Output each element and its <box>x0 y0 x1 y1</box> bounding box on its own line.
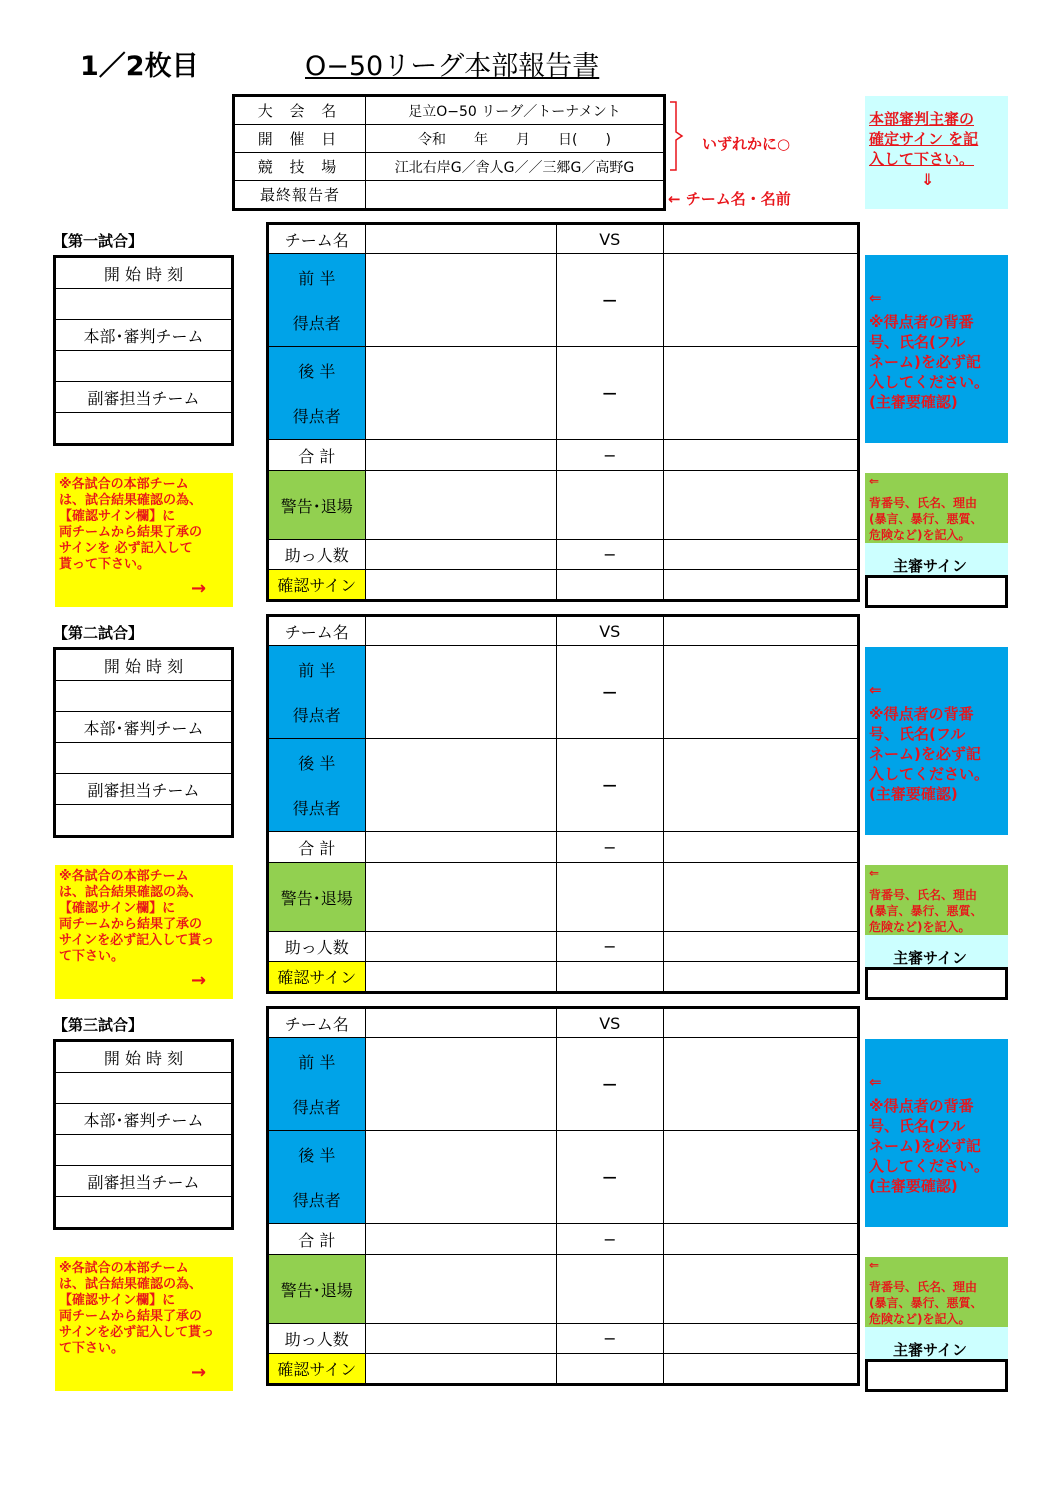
team-b-confirm-sign[interactable] <box>664 570 859 601</box>
note-line: 両チームから結果了承の <box>59 1309 203 1324</box>
note-line: サインを 必ず記入して <box>59 541 193 556</box>
note-line: 【確認サイン欄】に <box>59 1293 176 1308</box>
team-a-warnings[interactable] <box>365 863 556 932</box>
note-line: て下さい。 <box>59 949 125 964</box>
sub-ref-field[interactable] <box>55 805 233 837</box>
total-score[interactable]: − <box>556 1224 664 1255</box>
sign-note-line: 入して下さい。 <box>869 150 975 168</box>
team-a-name-field[interactable] <box>365 1008 556 1038</box>
note-line: て下さい。 <box>59 1341 125 1356</box>
team-b-second-half-scorers[interactable] <box>664 347 859 440</box>
note-line: は、試合結果確認の為、 <box>59 885 203 900</box>
referee-sign-label: 主審サイン <box>893 949 967 967</box>
hq-ref-label: 本部･審判チーム <box>55 320 233 351</box>
team-b-first-half-scorers[interactable] <box>664 646 859 739</box>
vs-label: VS <box>556 1008 664 1038</box>
left-arrow-icon: ⇐ <box>869 681 882 699</box>
match-block <box>0 222 1058 612</box>
event-date-label: 開 催 日 <box>234 125 366 153</box>
hq-ref-label: 本部･審判チーム <box>55 712 233 743</box>
reporter-note: ← チーム名・名前 <box>668 190 791 208</box>
helpers-count[interactable]: − <box>556 540 664 570</box>
team-name-label: チーム名 <box>268 616 366 646</box>
note-line: 背番号、氏名、理由 <box>869 1280 978 1294</box>
card-note <box>865 1257 1008 1327</box>
left-arrow-icon: ⇐ <box>869 866 880 880</box>
team-a-confirm-sign[interactable] <box>365 962 556 993</box>
team-a-helpers[interactable] <box>365 1324 556 1354</box>
venue-label: 競 技 場 <box>234 153 366 181</box>
note-line: 号、氏名(フル <box>869 1117 966 1135</box>
team-b-warnings[interactable] <box>664 863 859 932</box>
vs-label: VS <box>556 224 664 254</box>
note-line: 危険など)を記入。 <box>869 1312 971 1326</box>
note-line: サインを必ず記入して貰っ <box>59 1325 215 1340</box>
scorer-note <box>865 1039 1008 1227</box>
note-line: 貰って下さい。 <box>59 557 151 572</box>
event-info-table <box>232 94 666 211</box>
helpers-label: 助っ人数 <box>268 540 366 570</box>
team-b-helpers[interactable] <box>664 932 859 962</box>
note-line: ネーム)を必ず記 <box>869 745 981 763</box>
team-a-first-half-scorers[interactable] <box>365 646 556 739</box>
team-a-warnings[interactable] <box>365 471 556 540</box>
team-a-second-half-scorers[interactable] <box>365 347 556 440</box>
referee-sign-label-box <box>865 543 1008 575</box>
note-line: (主審要確認) <box>869 785 958 803</box>
match-title: 【第三試合】 <box>53 1016 144 1034</box>
warning-label: 警告･退場 <box>268 1255 366 1324</box>
sub-ref-field[interactable] <box>55 413 233 445</box>
warning-middle <box>556 863 664 932</box>
sign-note-line: 本部審判主審の <box>869 110 975 128</box>
right-arrow-icon: → <box>191 578 207 599</box>
start-time-field[interactable] <box>55 1073 233 1104</box>
second-half-label <box>268 739 366 832</box>
scorer-note <box>865 647 1008 835</box>
team-b-name-field[interactable] <box>664 1008 859 1038</box>
referee-sign-label-box <box>865 1327 1008 1359</box>
match-info-box <box>53 647 234 838</box>
confirm-label: 確認サイン <box>268 570 366 601</box>
second-half-text: 後 半 <box>298 1146 336 1165</box>
team-a-first-half-scorers[interactable] <box>365 254 556 347</box>
right-arrow-icon: → <box>191 1362 207 1383</box>
note-line: 号、氏名(フル <box>869 725 966 743</box>
team-a-total[interactable] <box>365 440 556 471</box>
sign-note-line: 確定サイン を記 <box>869 130 979 148</box>
note-line: 危険など)を記入。 <box>869 528 971 542</box>
confirm-middle <box>556 1354 664 1385</box>
scorer-text: 得点者 <box>292 314 341 333</box>
first-half-score[interactable]: − <box>556 646 664 739</box>
note-line: (暴言、暴行、悪質、 <box>869 512 983 526</box>
team-a-first-half-scorers[interactable] <box>365 1038 556 1131</box>
match-title: 【第二試合】 <box>53 624 144 642</box>
note-line: は、試合結果確認の為、 <box>59 493 203 508</box>
team-a-total[interactable] <box>365 832 556 863</box>
referee-sign-field[interactable] <box>865 1359 1008 1392</box>
note-line: 入してください。 <box>869 1157 990 1175</box>
hq-confirm-note <box>55 473 233 607</box>
total-score[interactable]: − <box>556 832 664 863</box>
match-title: 【第一試合】 <box>53 232 144 250</box>
left-arrow-icon: ⇐ <box>869 1258 880 1272</box>
start-time-field[interactable] <box>55 289 233 320</box>
team-b-helpers[interactable] <box>664 540 859 570</box>
team-a-second-half-scorers[interactable] <box>365 739 556 832</box>
note-line: ※得点者の背番 <box>869 705 974 723</box>
team-b-helpers[interactable] <box>664 1324 859 1354</box>
hq-ref-label: 本部･審判チーム <box>55 1104 233 1135</box>
note-line: 両チームから結果了承の <box>59 917 203 932</box>
note-line: 入してください。 <box>869 373 990 391</box>
note-line: 【確認サイン欄】に <box>59 901 176 916</box>
scorer-text: 得点者 <box>292 407 341 426</box>
card-note <box>865 473 1008 543</box>
note-line: (暴言、暴行、悪質、 <box>869 904 983 918</box>
helpers-count[interactable]: − <box>556 1324 664 1354</box>
second-half-score[interactable]: − <box>556 1131 664 1224</box>
hq-confirm-note <box>55 865 233 999</box>
match-info-box <box>53 255 234 446</box>
warning-label: 警告･退場 <box>268 863 366 932</box>
score-table <box>266 222 860 602</box>
hq-ref-field[interactable] <box>55 351 233 382</box>
second-half-text: 後 半 <box>298 754 336 773</box>
first-half-text: 前 半 <box>298 661 336 680</box>
left-arrow-icon: ⇐ <box>869 289 882 307</box>
event-name-label: 大 会 名 <box>234 96 366 125</box>
note-line: (主審要確認) <box>869 393 958 411</box>
note-line: ネーム)を必ず記 <box>869 353 981 371</box>
first-half-label <box>268 1038 366 1131</box>
note-line: 【確認サイン欄】に <box>59 509 176 524</box>
referee-sign-label: 主審サイン <box>893 557 967 575</box>
confirm-label: 確認サイン <box>268 962 366 993</box>
event-name-value[interactable]: 足立O−50 リーグ／トーナメント <box>366 96 665 125</box>
total-label: 合 計 <box>268 1224 366 1255</box>
sub-ref-label: 副審担当チーム <box>55 1166 233 1197</box>
referee-sign-label-box <box>865 935 1008 967</box>
total-label: 合 計 <box>268 832 366 863</box>
note-line: 両チームから結果了承の <box>59 525 203 540</box>
team-a-total[interactable] <box>365 1224 556 1255</box>
total-score[interactable]: − <box>556 440 664 471</box>
team-b-total[interactable] <box>664 440 859 471</box>
referee-sign-field[interactable] <box>865 575 1008 608</box>
confirm-middle <box>556 962 664 993</box>
team-b-first-half-scorers[interactable] <box>664 254 859 347</box>
scorer-text: 得点者 <box>292 1191 341 1210</box>
note-line: ※各試合の本部チーム <box>59 1261 189 1276</box>
note-line: ※各試合の本部チーム <box>59 869 189 884</box>
warning-middle <box>556 471 664 540</box>
second-half-label <box>268 347 366 440</box>
confirm-label: 確認サイン <box>268 1354 366 1385</box>
note-line: 背番号、氏名、理由 <box>869 496 978 510</box>
start-time-label: 開 始 時 刻 <box>55 257 233 289</box>
sub-ref-label: 副審担当チーム <box>55 774 233 805</box>
note-line: ネーム)を必ず記 <box>869 1137 981 1155</box>
team-b-second-half-scorers[interactable] <box>664 739 859 832</box>
scorer-note <box>865 255 1008 443</box>
reporter-label: 最終報告者 <box>234 181 366 210</box>
hq-ref-field[interactable] <box>55 743 233 774</box>
note-line: サインを必ず記入して貰っ <box>59 933 215 948</box>
first-half-text: 前 半 <box>298 269 336 288</box>
score-table <box>266 1006 860 1386</box>
first-half-label <box>268 254 366 347</box>
team-b-name-field[interactable] <box>664 616 859 646</box>
note-line: 危険など)を記入。 <box>869 920 971 934</box>
team-a-confirm-sign[interactable] <box>365 570 556 601</box>
scorer-text: 得点者 <box>292 1098 341 1117</box>
total-label: 合 計 <box>268 440 366 471</box>
team-b-confirm-sign[interactable] <box>664 962 859 993</box>
sign-note-box <box>865 96 1008 209</box>
scorer-text: 得点者 <box>292 706 341 725</box>
team-a-name-field[interactable] <box>365 224 556 254</box>
team-b-name-field[interactable] <box>664 224 859 254</box>
sheet-number: 1／2枚目 <box>80 51 199 82</box>
start-time-field[interactable] <box>55 681 233 712</box>
reporter-value[interactable] <box>366 181 665 210</box>
second-half-score[interactable]: − <box>556 347 664 440</box>
team-a-warnings[interactable] <box>365 1255 556 1324</box>
team-b-total[interactable] <box>664 832 859 863</box>
sub-ref-field[interactable] <box>55 1197 233 1229</box>
scorer-text: 得点者 <box>292 799 341 818</box>
note-line: 号、氏名(フル <box>869 333 966 351</box>
note-line: 背番号、氏名、理由 <box>869 888 978 902</box>
note-line: ※各試合の本部チーム <box>59 477 189 492</box>
referee-sign-label: 主審サイン <box>893 1341 967 1359</box>
note-line: ※得点者の背番 <box>869 313 974 331</box>
team-name-label: チーム名 <box>268 1008 366 1038</box>
left-arrow-icon: ⇐ <box>869 1073 882 1091</box>
confirm-middle <box>556 570 664 601</box>
note-line: 入してください。 <box>869 765 990 783</box>
card-note <box>865 865 1008 935</box>
note-line: は、試合結果確認の為、 <box>59 1277 203 1292</box>
left-arrow-icon: ⇐ <box>869 474 880 488</box>
team-b-second-half-scorers[interactable] <box>664 1131 859 1224</box>
match-block <box>0 1006 1058 1396</box>
vs-label: VS <box>556 616 664 646</box>
team-a-helpers[interactable] <box>365 540 556 570</box>
second-half-text: 後 半 <box>298 362 336 381</box>
team-a-name-field[interactable] <box>365 616 556 646</box>
event-date-value[interactable]: 令和 年 月 日( ) <box>366 125 665 153</box>
team-b-warnings[interactable] <box>664 471 859 540</box>
first-half-score[interactable]: − <box>556 254 664 347</box>
team-b-total[interactable] <box>664 1224 859 1255</box>
start-time-label: 開 始 時 刻 <box>55 1041 233 1073</box>
note-line: (暴言、暴行、悪質、 <box>869 1296 983 1310</box>
right-arrow-icon: → <box>191 970 207 991</box>
brace-icon <box>668 100 688 172</box>
referee-sign-field[interactable] <box>865 967 1008 1000</box>
note-line: (主審要確認) <box>869 1177 958 1195</box>
helpers-count[interactable]: − <box>556 932 664 962</box>
team-b-confirm-sign[interactable] <box>664 1354 859 1385</box>
team-a-second-half-scorers[interactable] <box>365 1131 556 1224</box>
warning-middle <box>556 1255 664 1324</box>
score-table <box>266 614 860 994</box>
helpers-label: 助っ人数 <box>268 1324 366 1354</box>
first-half-text: 前 半 <box>298 1053 336 1072</box>
team-b-warnings[interactable] <box>664 1255 859 1324</box>
match-info-box <box>53 1039 234 1230</box>
helpers-label: 助っ人数 <box>268 932 366 962</box>
venue-value[interactable]: 江北右岸G／舎人G／／三郷G／高野G <box>366 153 665 181</box>
team-b-first-half-scorers[interactable] <box>664 1038 859 1131</box>
team-name-label: チーム名 <box>268 224 366 254</box>
team-a-confirm-sign[interactable] <box>365 1354 556 1385</box>
hq-confirm-note <box>55 1257 233 1391</box>
note-line: ※得点者の背番 <box>869 1097 974 1115</box>
second-half-label <box>268 1131 366 1224</box>
warning-label: 警告･退場 <box>268 471 366 540</box>
team-a-helpers[interactable] <box>365 932 556 962</box>
match-block <box>0 614 1058 1004</box>
sub-ref-label: 副審担当チーム <box>55 382 233 413</box>
second-half-score[interactable]: − <box>556 739 664 832</box>
hq-ref-field[interactable] <box>55 1135 233 1166</box>
either-note: いずれかに○ <box>702 135 791 153</box>
down-arrow-icon: ⇓ <box>921 170 935 189</box>
first-half-score[interactable]: − <box>556 1038 664 1131</box>
page-title: O−50リーグ本部報告書 <box>305 51 600 82</box>
start-time-label: 開 始 時 刻 <box>55 649 233 681</box>
first-half-label <box>268 646 366 739</box>
